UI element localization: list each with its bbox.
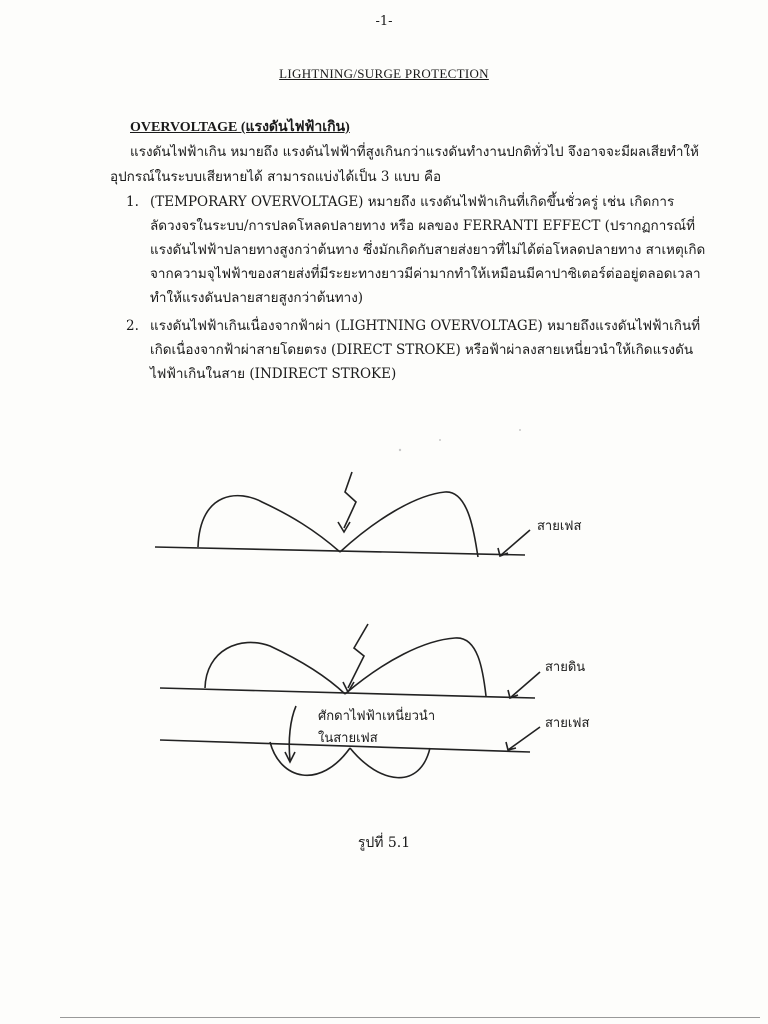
top-label-pointer [500,530,530,556]
figure-caption: รูปที่ 5.1 [357,835,411,851]
list-item [126,190,706,310]
overvoltage-types-list [126,190,706,390]
section-heading: OVERVOLTAGE (แรงดันไฟฟ้าเกิน) [130,120,350,135]
page-number: -1- [375,14,393,29]
induced-wave-left [270,742,350,775]
list-item-text: แรงดันไฟฟ้าเกินเนื่องจากฟ้าผ่า (LIGHTNING OVERVOLTAGE) หมายถึงแรงดันไฟฟ้าเกินที่เกิดเนื่องจากฟ้าผ่าสายโดยตรง (DIRECT STROKE) หรือฟ้าผ่าลงสายเหนี่ยวนำให้เกิดแรงดันไฟฟ้าเกินในสาย (INDIRECT STROKE) [150,318,701,382]
page-edge-rule [60,1017,760,1018]
list-item [126,314,706,386]
induced-label-line-2: ในสายเฟส [318,731,378,746]
intro-line-1: แรงดันไฟฟ้าเกิน หมายถึง แรงดันไฟฟ้าที่สูงเกินกว่าแรงดันทำงานปกติทั่วไป จึงอาจจะมีผลเสียทำให้ [130,144,699,160]
intro-paragraph [110,140,710,190]
top-surge-left [198,496,340,552]
scan-artifact [399,400,641,451]
ground-label: สายดิน [545,660,586,675]
induced-pointer [289,706,296,760]
intro-line-2: อุปกรณ์ในระบบเสียหายได้ สามารถแบ่งได้เป็น 3 แบบ คือ [110,169,442,185]
ground-label-pointer [510,672,540,698]
document-title: LIGHTNING/SURGE PROTECTION [279,66,489,81]
ground-surge-left [205,642,345,694]
bottom-phase-label: สายเฟส [545,716,590,731]
top-lightning-stroke [344,472,356,528]
ground-surge-right [345,638,486,696]
lightning-diagram [0,400,768,820]
top-phase-label: สายเฟส [537,519,582,534]
induced-label-line-1: ศักดาไฟฟ้าเหนี่ยวนำ [318,709,436,724]
phase-label-pointer [508,727,540,750]
list-item-text: (TEMPORARY OVERVOLTAGE) หมายถึง แรงดันไฟฟ้าเกินที่เกิดขึ้นชั่วครู่ เช่น เกิดการลัดวงจรในระบบ/การปลดโหลดปลายทาง หรือ ผลของ FERRANTI EFFECT (ปรากฏการณ์ที่แรงดันไฟฟ้าปลายทางสูงกว่าต้นทาง ซึ่งมักเกิดกับสายส่งยาวที่ไม่ได้ต่อโหลดปลายทาง สาเหตุเกิดจากความจุไฟฟ้าของสายส่งที่มีระยะทางยาวมีค่ามากทำให้เหมือนมีคาปาซิเตอร์ต่ออยู่ตลอดเวลา ทำให้แรงดันปลายสายสูงกว่าต้นทาง) [150,194,706,306]
list-item-number: 2. [126,318,139,334]
list-item-number: 1. [126,194,139,210]
top-surge-right [340,492,478,557]
induced-wave-right [350,748,430,778]
